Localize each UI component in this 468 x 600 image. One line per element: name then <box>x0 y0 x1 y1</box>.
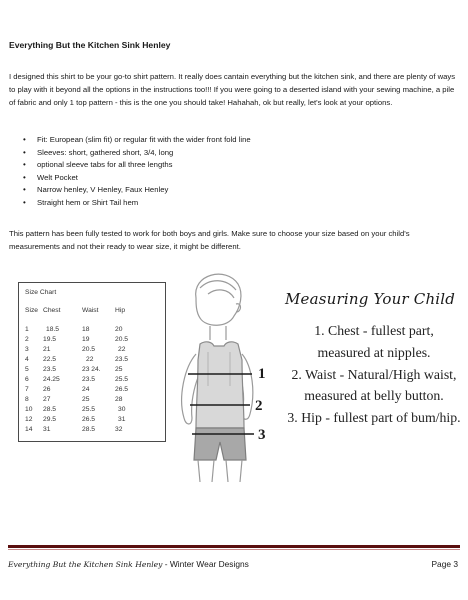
cell-size: 10 <box>25 406 33 413</box>
tested-paragraph: This pattern has been fully tested to work for both boys and girls. Make sure to choose your size based on your child's measurements and not their ready to wear size, it might be different. <box>9 229 410 252</box>
page-title: Everything But the Kitchen Sink Henley <box>9 40 171 50</box>
cell-chest: 18.5 <box>46 326 60 333</box>
shirt-shape <box>196 342 244 428</box>
cell-chest: 31 <box>43 426 51 433</box>
cell-size: 3 <box>25 346 29 353</box>
cell-waist: 26.5 <box>82 416 96 423</box>
header-chest: Chest <box>43 307 61 314</box>
cell-size: 6 <box>25 376 29 383</box>
cell-waist: 23.5 <box>82 376 96 383</box>
feature-item: • Sleeves: short, gathered short, 3/4, long <box>9 147 429 160</box>
cell-waist: 22 <box>86 356 94 363</box>
child-figure-illustration <box>170 268 282 484</box>
measuring-title: Measuring Your Child <box>285 290 456 308</box>
cell-size: 5 <box>25 366 29 373</box>
cell-waist: 20.5 <box>82 346 96 353</box>
size-chart-table <box>18 282 166 442</box>
footer-title <box>8 559 249 569</box>
header-hip: Hip <box>115 307 126 314</box>
cell-waist: 18 <box>82 326 90 333</box>
cell-chest: 26 <box>43 386 51 393</box>
feature-list <box>9 134 429 210</box>
footer-rule-accent <box>8 549 460 550</box>
measuring-line: 2. Waist - Natural/High waist, <box>291 366 457 382</box>
cell-chest: 29.5 <box>43 416 57 423</box>
cell-hip: 23.5 <box>115 356 129 363</box>
measuring-line: measured at nipples. <box>317 344 431 360</box>
cell-chest: 22.5 <box>43 356 57 363</box>
cell-chest: 23.5 <box>43 366 57 373</box>
cell-size: 4 <box>25 356 29 363</box>
cell-waist: 23 24. <box>82 366 101 373</box>
footer-brand: - Winter Wear Designs <box>162 559 249 569</box>
cell-hip: 30 <box>118 406 126 413</box>
cell-hip: 22 <box>118 346 126 353</box>
footer-rule <box>8 545 460 548</box>
feature-item: • Narrow henley, V Henley, Faux Henley <box>9 184 429 197</box>
shorts-shape <box>194 428 246 460</box>
cell-hip: 25 <box>115 366 123 373</box>
feature-item: • Straight hem or Shirt Tail hem <box>9 197 429 210</box>
cell-chest: 24.25 <box>43 376 60 383</box>
cell-hip: 28 <box>115 396 123 403</box>
cell-size: 1 <box>25 326 29 333</box>
cell-chest: 19.5 <box>43 336 57 343</box>
cell-waist: 19 <box>82 336 90 343</box>
feature-item: • optional sleeve tabs for all three lengths <box>9 159 429 172</box>
cell-waist: 28.5 <box>82 426 96 433</box>
cell-size: 7 <box>25 386 29 393</box>
cell-hip: 32 <box>115 426 123 433</box>
cell-waist: 25 <box>82 396 90 403</box>
cell-hip: 31 <box>118 416 126 423</box>
footer-script-title: Everything But the Kitchen Sink Henley <box>8 560 163 569</box>
cell-size: 12 <box>25 416 33 423</box>
cell-chest: 27 <box>43 396 51 403</box>
feature-item: • Fit: European (slim fit) or regular fit with the wider front fold line <box>9 134 429 147</box>
cell-size: 2 <box>25 336 29 343</box>
waist-marker: 2 <box>255 398 263 414</box>
size-chart-title: Size Chart <box>25 289 57 296</box>
measuring-instructions <box>281 320 467 429</box>
cell-hip: 26.5 <box>115 386 129 393</box>
cell-size: 8 <box>25 396 29 403</box>
measuring-line: 1. Chest - fullest part, <box>314 323 434 338</box>
hip-marker: 3 <box>258 427 266 443</box>
page-number: Page 3 <box>431 559 458 569</box>
cell-waist: 25.5 <box>82 406 96 413</box>
cell-hip: 20 <box>115 326 123 333</box>
header-waist: Waist <box>82 307 99 314</box>
chest-marker: 1 <box>258 366 266 382</box>
cell-waist: 24 <box>82 386 90 393</box>
cell-chest: 28.5 <box>43 406 57 413</box>
cell-hip: 20.5 <box>115 336 129 343</box>
intro-paragraph: I designed this shirt to be your go-to shirt pattern. It really does cantain everything but the kitchen sink, and there are plenty of ways to play with it beyond all the options in the instructions too!!! If you were going to a deserted island with your sewing machine, a pile of fabric and only 1 top pattern - this is the one you should take! Hahahah, ok but really, let's look at your options. <box>9 72 456 108</box>
header-size: Size <box>25 307 39 314</box>
measuring-line: measured at belly button. <box>304 388 444 404</box>
cell-chest: 21 <box>43 346 51 353</box>
cell-hip: 25.5 <box>115 376 129 383</box>
feature-item: • Welt Pocket <box>9 172 429 185</box>
measuring-line: 3. Hip - fullest part of bum/hip. <box>287 410 461 426</box>
cell-size: 14 <box>25 426 33 433</box>
